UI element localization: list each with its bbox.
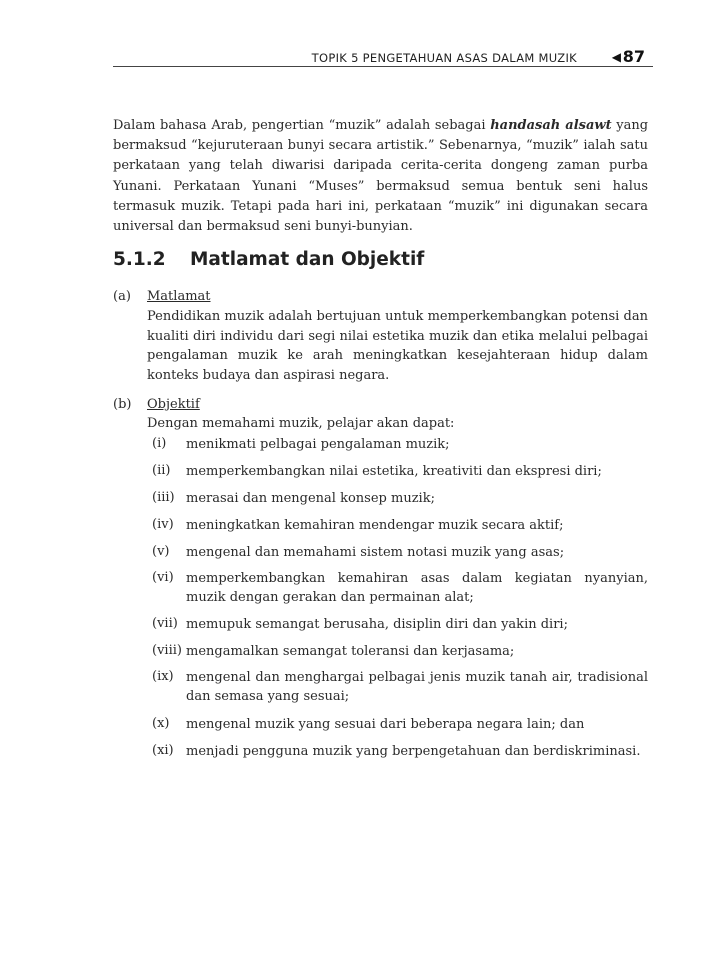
part-b-lead: Dengan memahami muzik, pelajar akan dapat:: [147, 416, 455, 431]
part-a-marker: (a): [113, 289, 131, 304]
part-a-body: Pendidikan muzik adalah bertujuan untuk memperkembangkan potensi dan kualiti diri individu dari segi nilai estetika muzik dan etika melalui pelbagai pengalaman muzik ke arah meningkatkan kesejahteraan hidup dalam konteks budaya dan aspirasi negara.: [147, 309, 648, 383]
page-header: [113, 46, 653, 67]
header-title: TOPIK 5 PENGETAHUAN ASAS DALAM MUZIK: [311, 51, 577, 65]
part-b-title: Objektif: [147, 397, 200, 412]
list-item-text: mengenal dan menghargai pelbagai jenis muzik tanah air, tradisional dan semasa yang sesuai;: [186, 670, 648, 704]
list-item-text: menjadi pengguna muzik yang berpengetahuan dan berdiskriminasi.: [186, 744, 641, 759]
list-item-number: (ii): [152, 463, 171, 478]
list-item-text: merasai dan mengenal konsep muzik;: [186, 491, 435, 506]
list-item-text: meningkatkan kemahiran mendengar muzik secara aktif;: [186, 518, 564, 533]
list-item-number: (iii): [152, 490, 175, 505]
intro-text-2: yang bermaksud “kejuruteraan bunyi secara artistik.” Sebenarnya, “muzik” ialah satu perkataan yang telah diwarisi daripada cerita-cerita dongeng zaman purba Yunani. Perkataan Yunani “Muses” bermaksud semua bentuk seni halus termasuk muzik. Tetapi pada hari ini, perkataan “muzik” ini digunakan secara universal dan bermaksud seni bunyi-bunyian.: [113, 118, 649, 235]
page-number: 87: [622, 47, 645, 66]
section-number: 5.1.2: [113, 249, 166, 270]
list-item-text: mengenal muzik yang sesuai dari beberapa negara lain; dan: [186, 717, 585, 732]
list-item-number: (vi): [152, 570, 174, 585]
list-item-number: (xi): [152, 743, 174, 758]
list-item-number: (x): [152, 716, 170, 731]
intro-emphasis: handasah alsawt: [490, 118, 612, 133]
part-a-title: Matlamat: [147, 289, 211, 304]
list-item-number: (i): [152, 436, 167, 451]
list-item-number: (vii): [152, 616, 178, 631]
section-title: Matlamat dan Objektif: [190, 249, 425, 270]
list-item-text: mengamalkan semangat toleransi dan kerjasama;: [186, 644, 515, 659]
part-b-marker: (b): [113, 397, 132, 412]
list-item-text: memperkembangkan kemahiran asas dalam kegiatan nyanyian, muzik dengan gerakan dan permainan alat;: [186, 571, 648, 605]
left-triangle-icon: ◀: [611, 50, 621, 64]
intro-text-1: Dalam bahasa Arab, pengertian “muzik” adalah sebagai: [113, 118, 491, 133]
list-item-number: (ix): [152, 669, 174, 684]
list-item-number: (v): [152, 544, 170, 559]
intro-paragraph: [113, 116, 648, 237]
list-item-number: (iv): [152, 517, 174, 532]
section-heading: [113, 249, 424, 270]
list-item-text: menikmati pelbagai pengalaman muzik;: [186, 437, 450, 452]
list-item-text: memupuk semangat berusaha, disiplin diri dan yakin diri;: [186, 617, 568, 632]
list-item-text: mengenal dan memahami sistem notasi muzik yang asas;: [186, 545, 565, 560]
list-item-number: (viii): [152, 643, 182, 658]
list-item-text: memperkembangkan nilai estetika, kreativiti dan ekspresi diri;: [186, 464, 602, 479]
